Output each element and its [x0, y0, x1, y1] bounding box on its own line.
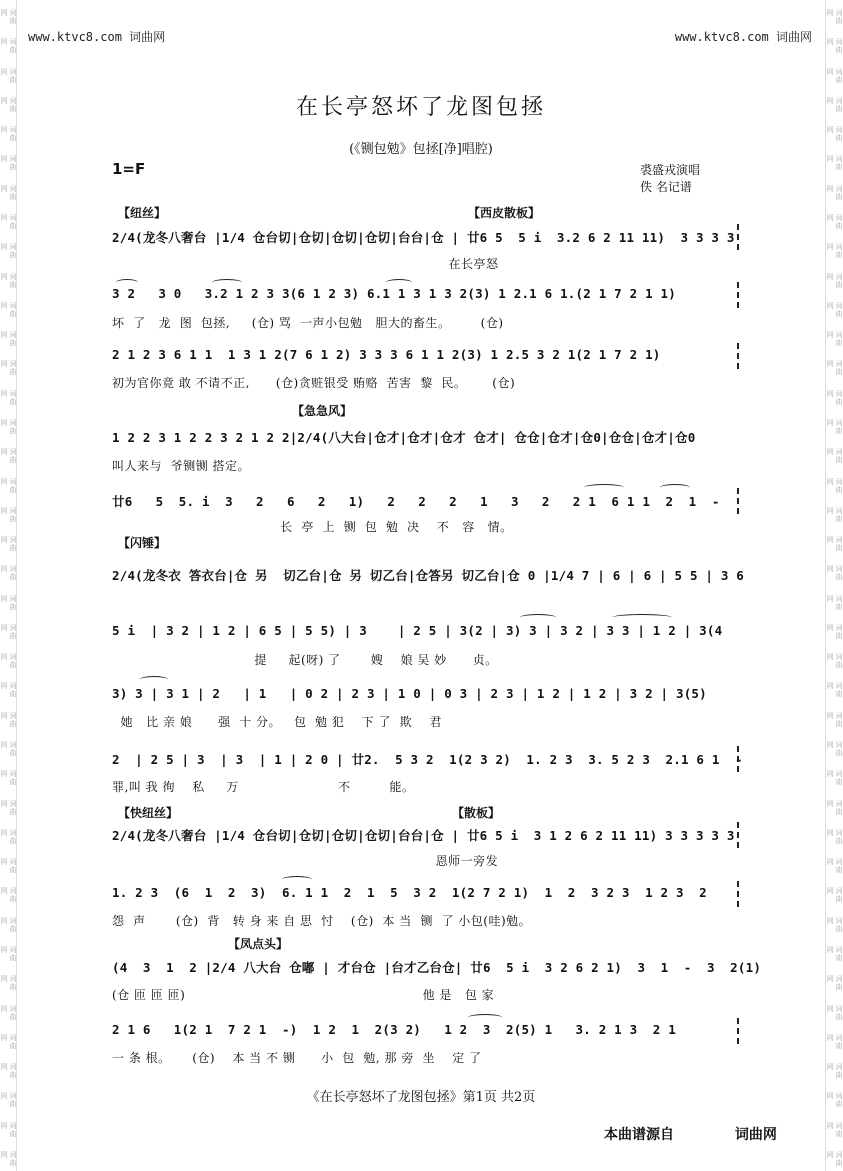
side-watermark: 词曲网 [0, 741, 17, 758]
end-barline [737, 1018, 745, 1044]
side-watermark: 词曲网 [0, 799, 17, 816]
lyric-line: 恩师一旁发 [112, 854, 499, 868]
lyric-line: 叫人来与 爷铡铡 搭定。 [112, 459, 250, 473]
side-watermark: 词曲网 [826, 38, 843, 55]
end-barline [737, 746, 745, 772]
side-watermark: 词曲网 [0, 682, 17, 699]
side-watermark: 词曲网 [826, 799, 843, 816]
end-barline [737, 343, 745, 369]
section-label: 【急急风】 [292, 404, 353, 418]
notation-line: 3 2 3 0 3.2 1 2 3 3(6 1 2 3) 6.1 1 3 1 3 2(3) 1 2.1 6 1.(2 1 7 2 1 1) [112, 286, 676, 301]
side-watermark: 词曲网 [826, 975, 843, 992]
right-watermark-strip [825, 0, 842, 1171]
site-url-left: www.ktvc8.com 词曲网 [28, 30, 166, 44]
slur-mark [468, 1014, 502, 1021]
lyric-line: (仓 匝 匝 匝) 他 是 包 家 [112, 988, 495, 1002]
notation-line: 1 2 2 3 1 2 2 3 2 1 2 2|2/4(八大台|仓才|仓才|仓才 仓才| 仓仓|仓才|仓0|仓仓|仓才|仓0 [112, 430, 696, 445]
slur-mark [612, 614, 672, 621]
side-watermark: 词曲网 [826, 213, 843, 230]
section-label: 【纽丝】 [118, 206, 167, 220]
side-watermark: 词曲网 [0, 213, 17, 230]
side-watermark: 词曲网 [0, 67, 17, 84]
lyric-line: 提 起(呀) 了 嫂 娘 吴 妙 贞。 [112, 653, 498, 667]
side-watermark: 词曲网 [0, 331, 17, 348]
key-signature: 1=F [112, 160, 146, 178]
side-watermark: 词曲网 [826, 272, 843, 289]
side-watermark: 词曲网 [826, 887, 843, 904]
side-watermark: 词曲网 [826, 1092, 843, 1109]
notation-line: 3) 3 | 3 1 | 2 | 1 | 0 2 | 2 3 | 1 0 | 0 3 | 2 3 | 1 2 | 1 2 | 3 2 | 3(5) [112, 686, 707, 701]
side-watermark: 词曲网 [0, 506, 17, 523]
section-label: 【西皮散板】 [468, 206, 541, 220]
side-watermark: 词曲网 [826, 1063, 843, 1080]
section-label: 【散板】 [452, 806, 501, 820]
song-subtitle: (《铡包勉》包拯[净]唱腔) [349, 142, 493, 157]
slur-mark [116, 279, 138, 286]
side-watermark: 词曲网 [826, 828, 843, 845]
lyric-line: 她 比 亲 娘 强 十 分。 包 勉 犯 下 了 欺 君 [112, 715, 442, 729]
side-watermark: 词曲网 [0, 126, 17, 143]
side-watermark: 词曲网 [0, 38, 17, 55]
side-watermark: 词曲网 [0, 477, 17, 494]
side-watermark: 词曲网 [826, 477, 843, 494]
left-watermark-strip [0, 0, 17, 1171]
side-watermark: 词曲网 [826, 506, 843, 523]
side-watermark: 词曲网 [0, 418, 17, 435]
side-watermark: 词曲网 [826, 741, 843, 758]
side-watermark: 词曲网 [826, 1121, 843, 1138]
slur-mark [282, 876, 312, 883]
side-watermark: 词曲网 [0, 1004, 17, 1021]
end-barline [737, 224, 745, 250]
lyric-line: 长 亭 上 铡 包 勉 决 不 容 情。 [112, 520, 513, 534]
slur-mark [520, 614, 556, 621]
side-watermark: 词曲网 [826, 389, 843, 406]
lyric-line: 坏 了 龙 图 包拯, (仓) 骂 一声小包勉 胆大的畜生。 (仓) [112, 316, 504, 330]
side-watermark: 词曲网 [0, 975, 17, 992]
side-watermark: 词曲网 [0, 946, 17, 962]
end-barline [737, 282, 745, 308]
section-label: 【凤点头】 [228, 937, 289, 951]
side-watermark: 词曲网 [0, 96, 17, 113]
side-watermark: 词曲网 [826, 682, 843, 699]
side-watermark: 词曲网 [0, 1092, 17, 1109]
page-footer: 《在长亭怒坏了龙图包拯》第1页 共2页 [306, 1090, 536, 1105]
side-watermark: 词曲网 [0, 184, 17, 201]
notation-line: 廿6 5 5. i 3 2 6 2 1) 2 2 2 1 3 2 2 1 6 1 1 2 1 - [112, 494, 720, 509]
side-watermark: 词曲网 [826, 243, 843, 260]
transcriber: 佚 名记谱 [640, 180, 692, 194]
side-watermark: 词曲网 [826, 623, 843, 640]
source-label: 本曲谱源自 [604, 1127, 674, 1143]
lyric-line: 在长亭怒 [112, 257, 499, 271]
end-barline [737, 881, 745, 907]
section-label: 【快纽丝】 [118, 806, 179, 820]
side-watermark: 词曲网 [0, 623, 17, 640]
notation-line: 2/4(龙冬八奢台 |1/4 仓台切|仓切|仓切|仓切|台台|仓 | 廿6 5 5 i 3.2 6 2 11 11) 3 3 3 3 [112, 230, 735, 245]
lyric-line: 初为官你竟 敢 不请不正, (仓)贪赃银受 贿赂 苦害 黎 民。 (仓) [112, 376, 516, 390]
end-barline [737, 822, 745, 848]
side-watermark: 词曲网 [826, 301, 843, 318]
notation-line: 2 | 2 5 | 3 | 3 | 1 | 2 0 | 廿2. 5 3 2 1(2 3 2) 1. 2 3 3. 5 2 3 2.1 6 1 - [112, 752, 743, 767]
side-watermark: 词曲网 [0, 916, 17, 933]
side-watermark: 词曲网 [0, 770, 17, 787]
side-watermark: 词曲网 [826, 594, 843, 611]
side-watermark: 词曲网 [0, 1150, 17, 1167]
slur-mark [140, 676, 168, 683]
side-watermark: 词曲网 [0, 594, 17, 611]
side-watermark: 词曲网 [826, 565, 843, 582]
lyric-line: 罪,叫 我 徇 私 万 不 能。 [112, 780, 415, 794]
site-url-right: www.ktvc8.com 词曲网 [674, 30, 812, 44]
side-watermark: 词曲网 [0, 887, 17, 904]
side-watermark: 词曲网 [0, 155, 17, 172]
side-watermark: 词曲网 [826, 418, 843, 435]
notation-line: 1. 2 3 (6 1 2 3) 6. 1 1 2 1 5 3 2 1(2 7 2 1) 1 2 3 2 3 1 2 3 2 [112, 885, 707, 900]
notation-line: 2/4(龙冬衣 答衣台|仓 另 切乙台|仓 另 切乙台|仓答另 切乙台|仓 0 |1/4 7 | 6 | 6 | 5 5 | 3 6 [112, 568, 745, 583]
source-brand: 词曲网 [734, 1127, 777, 1143]
side-watermark: 词曲网 [0, 565, 17, 582]
side-watermark: 词曲网 [826, 184, 843, 201]
performer: 裘盛戎演唱 [640, 163, 701, 177]
side-watermark: 词曲网 [826, 448, 843, 465]
side-watermark: 词曲网 [826, 1150, 843, 1167]
side-watermark: 词曲网 [826, 946, 843, 962]
side-watermark: 词曲网 [0, 1063, 17, 1080]
side-watermark: 词曲网 [826, 1033, 843, 1050]
side-watermark: 词曲网 [826, 9, 843, 25]
side-watermark: 词曲网 [0, 389, 17, 406]
source-credit [604, 1124, 777, 1144]
notation-line: 2 1 2 3 6 1 1 1 3 1 2(7 6 1 2) 3 3 3 6 1 1 2(3) 1 2.5 3 2 1(2 1 7 2 1) [112, 347, 661, 362]
song-title: 在长亭怒坏了龙图包拯 [295, 95, 546, 120]
notation-line: (4 3 1 2 |2/4 八大台 仓嘟 | 才台仓 |台才乙台仓| 廿6 5 i 3 2 6 2 1) 3 1 - 3 2(1) [112, 960, 762, 975]
side-watermark: 词曲网 [826, 155, 843, 172]
side-watermark: 词曲网 [0, 1033, 17, 1050]
side-watermark: 词曲网 [826, 67, 843, 84]
side-watermark: 词曲网 [826, 858, 843, 875]
side-watermark: 词曲网 [0, 301, 17, 318]
credits [640, 162, 700, 196]
notation-line: 2 1 6 1(2 1 7 2 1 -) 1 2 1 2(3 2) 1 2 3 2(5) 1 3. 2 1 3 2 1 [112, 1022, 676, 1037]
slur-mark [584, 484, 624, 491]
side-watermark: 词曲网 [0, 858, 17, 875]
notation-line: 5 i | 3 2 | 1 2 | 6 5 | 5 5) | 3 | 2 5 | 3(2 | 3) 3 | 3 2 | 3 3 | 1 2 | 3(4 [112, 623, 723, 638]
side-watermark: 词曲网 [826, 916, 843, 933]
side-watermark: 词曲网 [0, 653, 17, 670]
side-watermark: 词曲网 [826, 331, 843, 348]
side-watermark: 词曲网 [0, 828, 17, 845]
side-watermark: 词曲网 [826, 711, 843, 728]
slur-mark [660, 484, 690, 491]
side-watermark: 词曲网 [0, 448, 17, 465]
side-watermark: 词曲网 [826, 126, 843, 143]
side-watermark: 词曲网 [0, 711, 17, 728]
lyric-line: 一 条 根。 (仓) 本 当 不 铡 小 包 勉, 那 旁 坐 定 了 [112, 1051, 482, 1065]
side-watermark: 词曲网 [826, 653, 843, 670]
end-barline [737, 488, 745, 514]
side-watermark: 词曲网 [0, 272, 17, 289]
side-watermark: 词曲网 [0, 536, 17, 553]
side-watermark: 词曲网 [826, 770, 843, 787]
notation-line: 2/4(龙冬八奢台 |1/4 仓台切|仓切|仓切|仓切|台台|仓 | 廿6 5 i 3 1 2 6 2 11 11) 3 3 3 3 3 [112, 828, 735, 843]
lyric-line: 怨 声 (仓) 背 转 身 来 自 思 忖 (仓) 本 当 铡 了 小包(哇)勉。 [112, 914, 532, 928]
side-watermark: 词曲网 [0, 1121, 17, 1138]
slur-mark [212, 279, 242, 286]
slur-mark [386, 279, 412, 286]
section-label: 【闪锤】 [118, 536, 167, 550]
side-watermark: 词曲网 [826, 360, 843, 377]
side-watermark: 词曲网 [0, 360, 17, 377]
side-watermark: 词曲网 [826, 536, 843, 553]
side-watermark: 词曲网 [0, 9, 17, 25]
side-watermark: 词曲网 [826, 1004, 843, 1021]
side-watermark: 词曲网 [826, 96, 843, 113]
side-watermark: 词曲网 [0, 243, 17, 260]
